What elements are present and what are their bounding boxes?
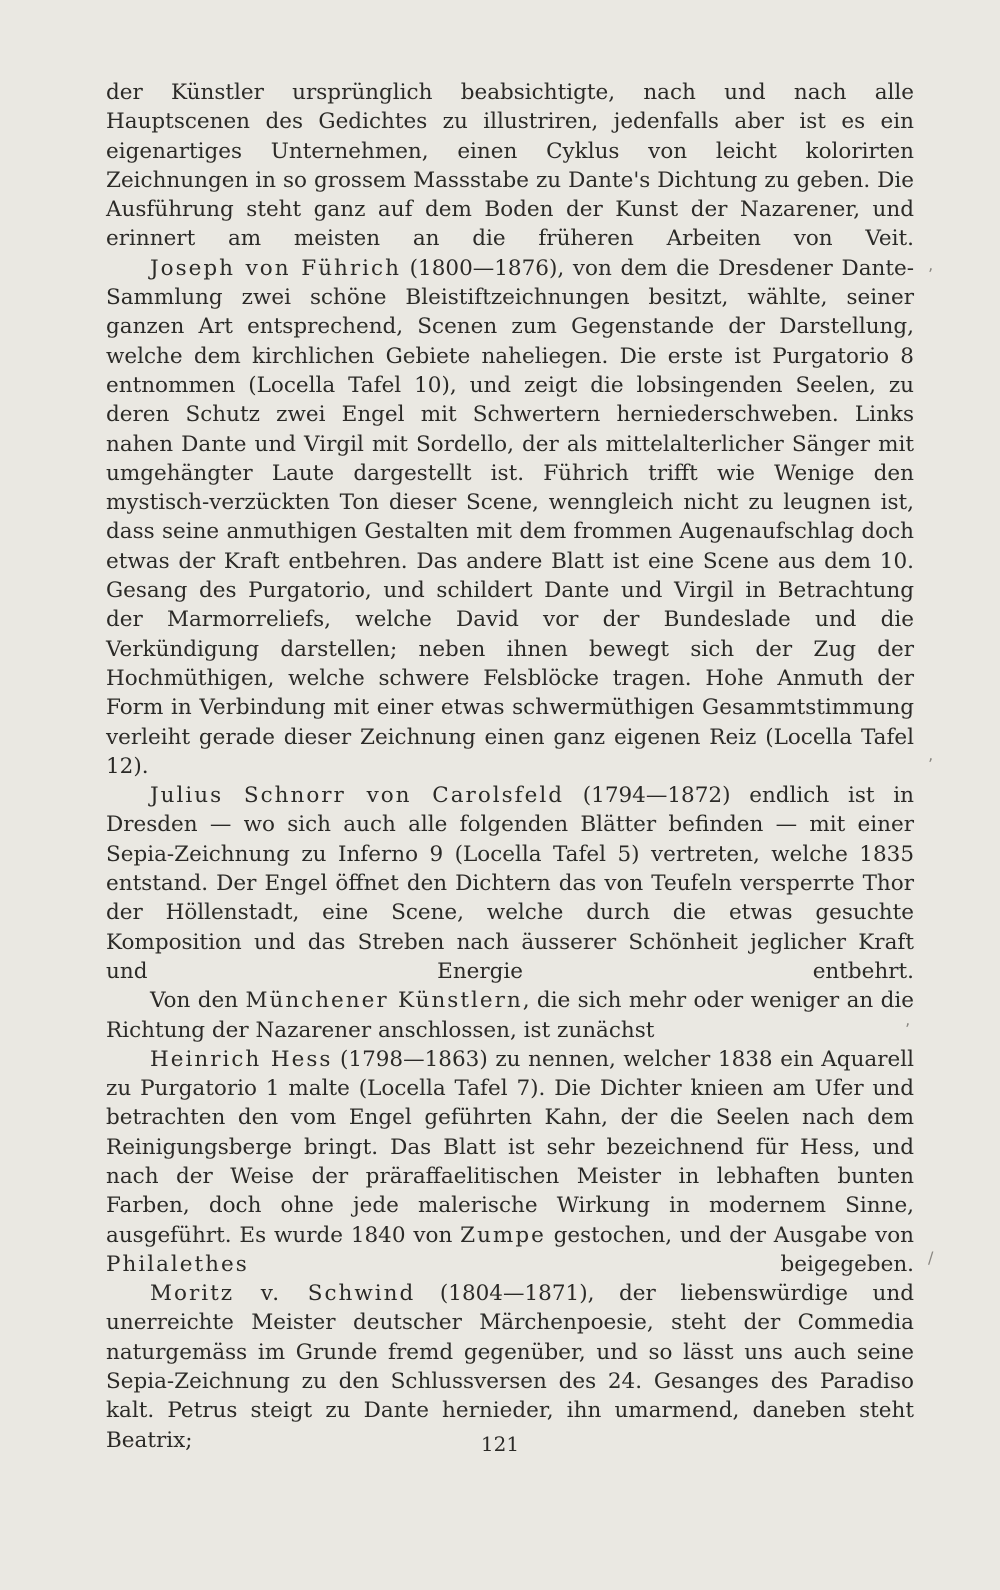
paragraph-5	[106, 1045, 914, 1279]
spaced-name: Julius Schnorr von Carolsfeld	[150, 783, 564, 809]
paragraph-3	[106, 781, 914, 986]
page-number: 121	[480, 1432, 520, 1456]
spaced-name: Moritz v. Schwind	[150, 1281, 416, 1307]
margin-mark: /	[928, 1248, 934, 1267]
text-run: beigegeben.	[248, 1251, 914, 1277]
spaced-name: Joseph von Führich	[150, 255, 401, 281]
margin-mark: ʼ	[905, 1020, 911, 1039]
paragraph-1	[106, 78, 914, 254]
paragraph-6	[106, 1279, 914, 1455]
text-run: (1804—1871), der liebenswürdige und unerreichte Meister deutscher Märchenpoesie, steht der Commedia naturgemäss im Grunde fremd gegenüber, und so lässt uns auch seine Sepia-Zeichnung zu den Schlussversen des 24. Gesanges des Paradiso kalt. Petrus steigt zu Dante hernieder, ihn umarmend, daneben steht Beatrix;	[106, 1281, 914, 1453]
text-run: gestochen, und der Ausgabe von	[545, 1222, 914, 1248]
margin-mark: ʼ	[928, 265, 934, 284]
spaced-name: Philalethes	[106, 1251, 249, 1277]
text-run: (1798—1863) zu nennen, welcher 1838 ein Aquarell zu Purgatorio 1 malte (Locella Tafel 7). Die Dichter knieen am Ufer und betrachten den vom Engel geführten Kahn, der die Seelen nach dem Reinigungsberge bringt. Das Blatt ist sehr bezeichnend für Hess, und nach der Weise der präraffaelitischen Meister in lebhaften bunten Farben, doch ohne jede malerische Wirkung in modernem Sinne, ausgeführt. Es wurde 1840 von	[106, 1046, 914, 1248]
margin-mark: ʼ	[928, 755, 934, 774]
text-run: (1794—1872) endlich ist in Dresden — wo sich auch alle folgenden Blätter befinden — mit einer Sepia-Zeichnung zu Inferno 9 (Locella Tafel 5) vertreten, welche 1835 entstand. Der Engel öffnet den Dichtern das von Teufeln versperrte Thor der Höllenstadt, eine Scene, welche durch die etwas gesuchte Komposition und das Streben nach äusserer Schönheit jeglicher Kraft und Energie entbehrt.	[106, 783, 914, 984]
text-run: , die sich mehr oder weniger an die Richtung der Nazarener anschlossen, ist zunächst	[106, 988, 914, 1043]
paragraph-4	[106, 986, 914, 1045]
text-run: (1800—1876), von dem die Dresdener Dante-Sammlung zwei schöne Bleistiftzeichnungen besitzt, wählte, seiner ganzen Art entsprechend, Scenen zum Gegenstande der Darstellung, welche dem kirchlichen Gebiete naheliegen. Die erste ist Purgatorio 8 entnommen (Locella Tafel 10), und zeigt die lobsingenden Seelen, zu deren Schutz zwei Engel mit Schwertern herniederschweben. Links nahen Dante und Virgil mit Sordello, der als mittelalterlicher Sänger mit umgehängter Laute dargestellt ist. Führich trifft wie Wenige den mystisch-verzückten Ton dieser Scene, wenngleich nicht zu leugnen ist, dass seine anmuthigen Gestalten mit dem frommen Augenaufschlag doch etwas der Kraft entbehren. Das andere Blatt ist eine Scene aus dem 10. Gesang des Purgatorio, und schildert Dante und Virgil in Betrachtung der Marmorreliefs, welche David vor der Bundeslade und die Verkündigung darstellen; neben ihnen bewegt sich der Zug der Hochmüthigen, welche schwere Felsblöcke tragen. Hohe Anmuth der Form in Verbindung mit einer etwas schwermüthigen Gesammtstimmung verleiht gerade dieser Zeichnung einen ganz eigenen Reiz (Locella Tafel 12).	[106, 255, 914, 779]
body-text	[106, 78, 914, 1455]
text-run: Von den	[150, 988, 246, 1014]
text-run: der Künstler ursprünglich beabsichtigte, nach und nach alle Hauptscenen des Gedichtes zu illustriren, jedenfalls aber ist es ein eigenartiges Unternehmen, einen Cyklus von leicht kolorirten Zeichnungen in so grossem Massstabe zu Dante's Dichtung zu geben. Die Ausführung steht ganz auf dem Boden der Kunst der Nazarener, und erinnert am meisten an die früheren Arbeiten von Veit.	[106, 80, 914, 252]
spaced-name: Zumpe	[460, 1222, 546, 1248]
paragraph-2	[106, 254, 914, 781]
spaced-name: Münchener Künstlern	[245, 988, 523, 1014]
spaced-name: Heinrich Hess	[150, 1046, 333, 1072]
